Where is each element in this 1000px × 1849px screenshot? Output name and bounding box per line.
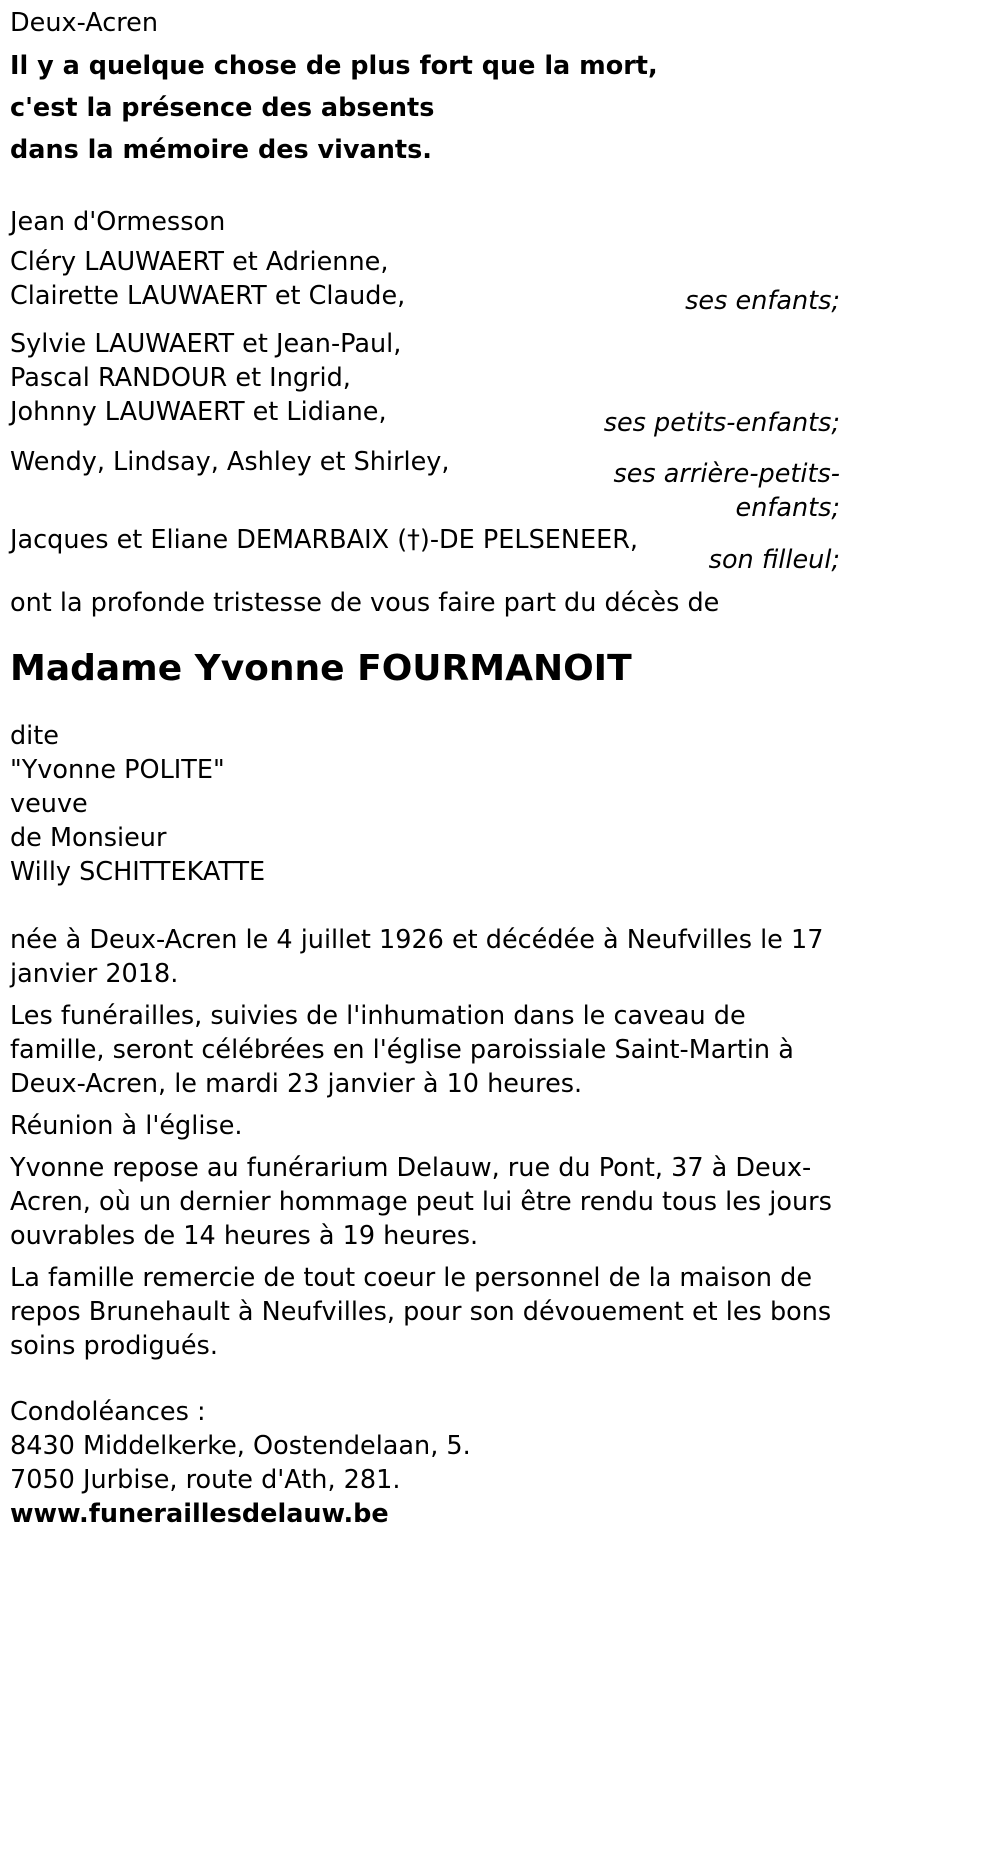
condolences-label: Condoléances : — [10, 1397, 206, 1427]
family-group-enfants — [10, 245, 840, 325]
announcement: ont la profonde tristesse de vous faire part du décès de — [10, 588, 720, 618]
birth-death-paragraph: née à Deux-Acren le 4 juillet 1926 et décédée à Neufvilles le 17 janvier 2018. — [10, 925, 824, 989]
relation-label: ses petits-enfants; — [603, 408, 840, 438]
condolences — [10, 1395, 840, 1531]
family-member: Wendy, Lindsay, Ashley et Shirley, — [10, 447, 450, 477]
family-group-filleul — [10, 523, 840, 583]
quote — [10, 42, 840, 175]
reunion-paragraph: Réunion à l'église. — [10, 1111, 243, 1141]
body-text — [10, 923, 840, 1363]
relation-label-line: enfants; — [735, 493, 840, 523]
funerarium-paragraph: Yvonne repose au funérarium Delauw, rue du Pont, 37 à Deux-Acren, où un dernier hommage peut lui être rendu tous les jours ouvrables de 14 heures à 19 heures. — [10, 1153, 832, 1251]
content-column — [10, 2, 840, 1531]
quote-author: Jean d'Ormesson — [10, 207, 226, 237]
relation-label: son filleul; — [708, 545, 840, 575]
relation-label: ses enfants; — [685, 286, 840, 316]
relation-label — [613, 457, 840, 525]
family-member: Pascal RANDOUR et Ingrid, — [10, 363, 351, 393]
detail-line: dite — [10, 721, 59, 751]
quote-line: Il y a quelque chose de plus fort que la mort, — [10, 51, 658, 81]
family-member: Johnny LAUWAERT et Lidiane, — [10, 397, 387, 427]
family-member: Cléry LAUWAERT et Adrienne, — [10, 247, 389, 277]
thanks-paragraph: La famille remercie de tout coeur le personnel de la maison de repos Brunehault à Neufvilles, pour son dévouement et les bons soins prodigués. — [10, 1263, 832, 1361]
family-member: Clairette LAUWAERT et Claude, — [10, 281, 406, 311]
deceased-details — [10, 719, 840, 889]
detail-line: Willy SCHITTEKATTE — [10, 857, 266, 887]
quote-line: dans la mémoire des vivants. — [10, 135, 432, 165]
detail-line: veuve — [10, 789, 88, 819]
location: Deux-Acren — [10, 8, 159, 38]
funeral-paragraph: Les funérailles, suivies de l'inhumation dans le caveau de famille, seront célébrées en l'église paroissiale Saint-Martin à Deux-Acren, le mardi 23 janvier à 10 heures. — [10, 1001, 794, 1099]
website-link[interactable]: www.funeraillesdelauw.be — [10, 1499, 389, 1529]
condolences-address: 7050 Jurbise, route d'Ath, 281. — [10, 1465, 401, 1495]
condolences-address: 8430 Middelkerke, Oostendelaan, 5. — [10, 1431, 471, 1461]
family-group-arriere-petits-enfants — [10, 445, 840, 523]
family-member: Jacques et Eliane DEMARBAIX (†)-DE PELSENEER, — [10, 525, 639, 555]
quote-line: c'est la présence des absents — [10, 93, 435, 123]
detail-line: de Monsieur — [10, 823, 167, 853]
detail-line: "Yvonne POLITE" — [10, 755, 225, 785]
family-member: Sylvie LAUWAERT et Jean-Paul, — [10, 329, 402, 359]
family-group-petits-enfants — [10, 327, 840, 445]
deceased-name: Madame Yvonne FOURMANOIT — [10, 648, 632, 689]
relation-label-line: ses arrière-petits- — [613, 459, 840, 489]
